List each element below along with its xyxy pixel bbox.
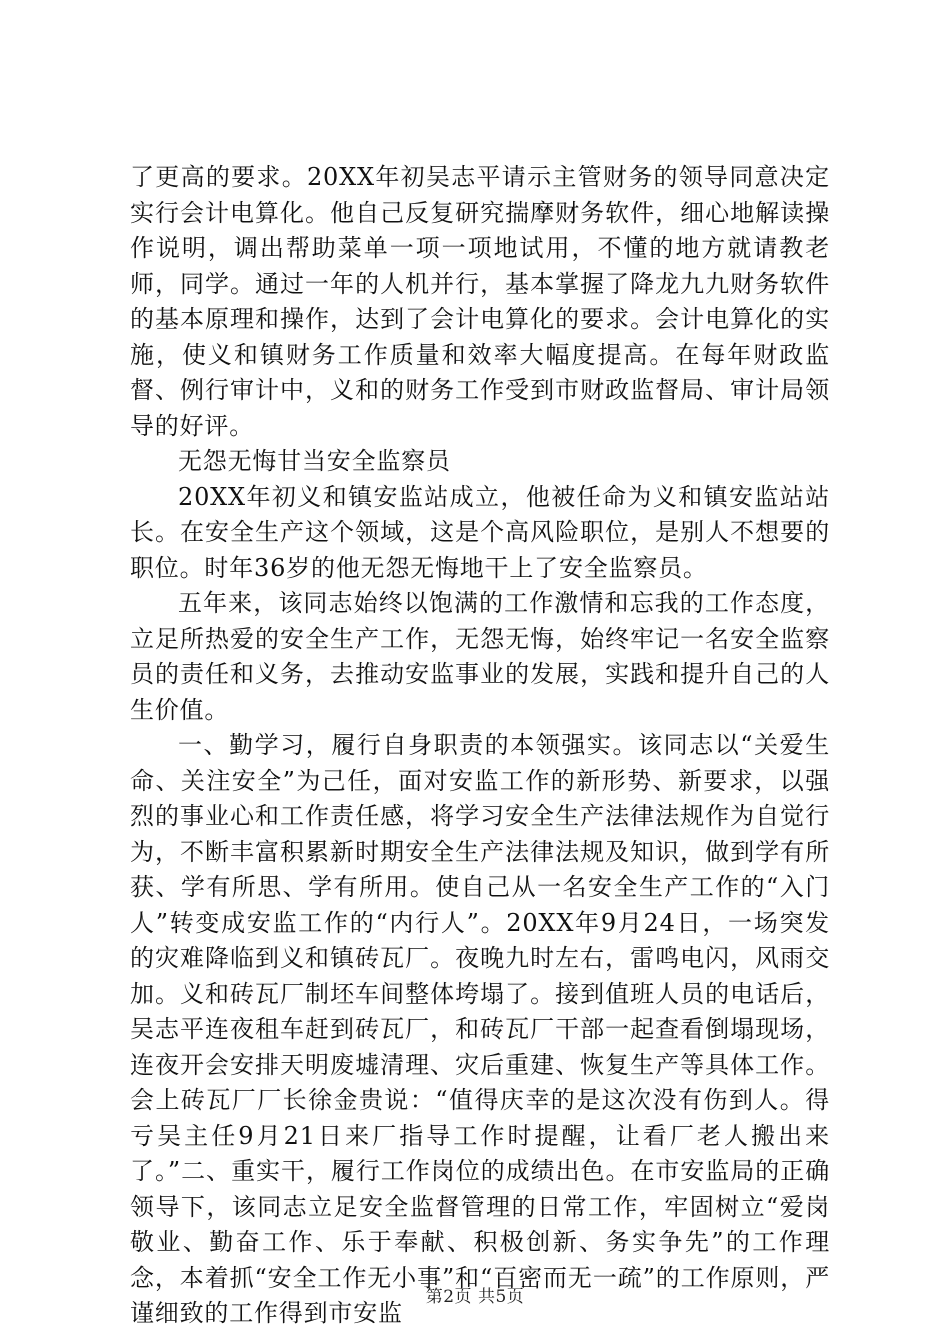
section-heading: 无怨无悔甘当安全监察员 xyxy=(178,447,451,475)
paragraph-2: 20XX年初义和镇安监站成立，他被任命为义和镇安监站站长。在安全生产这个领域，这是个高风险职位，是别人不想要的职位。时年36岁的他无怨无悔地干上了安全监察员。 xyxy=(130,482,830,582)
paragraph-3: 五年来，该同志始终以饱满的工作激情和忘我的工作态度，立足所热爱的安全生产工作，无怨无悔，始终牢记一名安全监察员的责任和义务，去推动安监事业的发展，实践和提升自己的人生价值。 xyxy=(130,589,830,724)
paragraph-4: 一、勤学习，履行自身职责的本领强实。该同志以“关爱生命、关注安全”为己任，面对安监工作的新形势、新要求，以强烈的事业心和工作责任感，将学习安全生产法律法规作为自觉行为，不断丰富积累新时期安全生产法律法规及知识，做到学有所获、学有所思、学有所用。使自己从一名安全生产工作的“入门人”转变成安监工作的“内行人”。20XX年9月24日，一场突发的灾难降临到义和镇砖瓦厂。夜晚九时左右，雷鸣电闪，风雨交加。义和砖瓦厂制坯车间整体垮塌了。接到值班人员的电话后，吴志平连夜租车赶到砖瓦厂，和砖瓦厂干部一起查看倒塌现场，连夜开会安排天明废墟清理、灾后重建、恢复生产等具体工作。会上砖瓦厂厂长徐金贵说：“值得庆幸的是这次没有伤到人。得亏吴主任9月21日来厂指导工作时提醒，让看厂老人搬出来了。”二、重实干，履行工作岗位的成绩出色。在市安监局的正确领导下，该同志立足安全监督管理的日常工作，牢固树立“爱岗敬业、勤奋工作、乐于奉献、积极创新、务实争先”的工作理念，本着抓“安全工作无小事”和“百密而无一疏”的工作原则，严谨细致的工作得到市安监 xyxy=(130,731,830,1327)
page-number-footer: 第2页 共5页 xyxy=(425,1287,525,1307)
document-body xyxy=(130,160,830,1332)
paragraph-1: 了更高的要求。20XX年初吴志平请示主管财务的领导同意决定实行会计电算化。他自己反复研究揣摩财务软件，细心地解读操作说明，调出帮助菜单一项一项地试用，不懂的地方就请教老师，同学。通过一年的人机并行，基本掌握了降龙九九财务软件的基本原理和操作，达到了会计电算化的要求。会计电算化的实施，使义和镇财务工作质量和效率大幅度提高。在每年财政监督、例行审计中，义和的财务工作受到市财政监督局、审计局领导的好评。 xyxy=(130,163,830,440)
